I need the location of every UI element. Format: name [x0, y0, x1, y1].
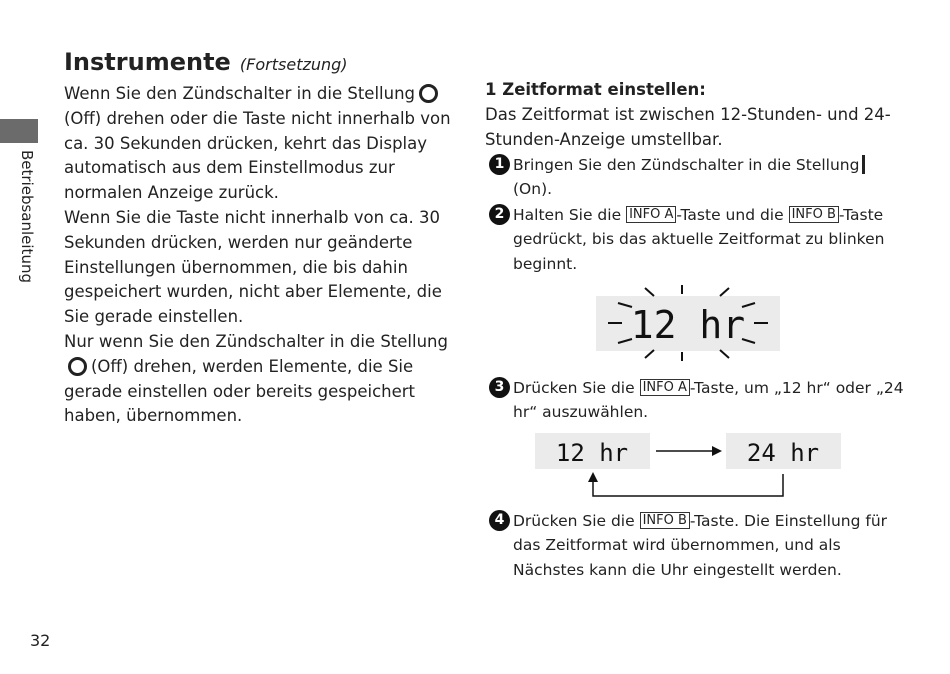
step-text: (On).	[513, 180, 553, 199]
step-number-icon: 3	[489, 377, 510, 398]
step-number-icon: 1	[489, 154, 510, 175]
info-b-button-label: INFO B	[789, 206, 839, 223]
page-number: 32	[30, 631, 51, 650]
step-text: Bringen Sie den Zündschalter in die Stellung	[513, 156, 860, 174]
step-text: Halten Sie die	[513, 205, 622, 224]
left-column	[64, 47, 464, 429]
paragraph-off-timeout	[64, 82, 464, 206]
step-1	[485, 153, 905, 202]
paragraph-partial-save: Wenn Sie die Taste nicht innerhalb von ca. 30 Sekunden drücken, werden nur geänderte Einstellungen übernommen, die bis dahin gespeichert wurden, nicht aber Elemente, die Sie gerade einstellen.	[64, 207, 442, 327]
info-a-button-label: INFO A	[626, 206, 676, 223]
step-text: -Taste gedrückt, bis das aktuelle Zeitformat zu blinken beginnt.	[513, 205, 885, 273]
step-3	[485, 376, 905, 425]
paragraph-text: Wenn Sie den Zündschalter in die Stellung	[64, 84, 415, 103]
heading-title: Instrumente	[64, 48, 231, 76]
step-number-icon: 2	[489, 204, 510, 225]
step-text: -Taste. Die Einstellung für das Zeitformat wird übernommen, und als Nächstes kann die Uhr eingestellt werden.	[513, 512, 888, 579]
step-text: Drücken Sie die	[513, 379, 635, 397]
page-heading	[64, 47, 464, 80]
section-intro: Das Zeitformat ist zwischen 12-Stunden- und 24-Stunden-Anzeige umstellbar.	[485, 105, 891, 149]
step-text: Drücken Sie die	[513, 512, 635, 530]
sidebar-section-label: Betriebsanleitung	[18, 150, 36, 283]
steps-final	[485, 509, 905, 582]
arrow-right-icon	[656, 446, 722, 456]
paragraph-off-save	[64, 330, 464, 429]
paragraph-text: (Off) drehen oder die Taste nicht innerhalb von ca. 30 Sekunden drücken, kehrt das Display automatisch aus dem Einstellmodus zur normalen Anzeige zurück.	[64, 108, 451, 203]
off-position-icon	[68, 357, 87, 376]
on-position-icon	[862, 155, 865, 174]
info-a-button-label: INFO A	[640, 379, 690, 396]
step-number-icon: 4	[489, 510, 510, 531]
step-2	[485, 203, 905, 276]
blinking-display-illustration	[590, 283, 790, 363]
section-tab-marker	[0, 119, 38, 143]
lcd-12hr-text: 12 hr	[555, 439, 629, 467]
step-4	[485, 509, 905, 582]
paragraph-text: Nur wenn Sie den Zündschalter in die Stellung	[64, 331, 448, 351]
loop-arrow-icon	[588, 472, 783, 496]
format-toggle-diagram	[530, 430, 850, 505]
step-text: -Taste und die	[676, 205, 784, 224]
paragraph-text: (Off) drehen, werden Elemente, die Sie gerade einstellen oder bereits gespeichert haben, übernommen.	[64, 356, 416, 426]
right-column	[485, 78, 905, 276]
section-title: 1 Zeitformat einstellen:	[485, 80, 706, 99]
lcd-blink-text: 12 hr	[630, 303, 746, 347]
off-position-icon	[419, 84, 438, 103]
steps-continued	[485, 376, 905, 425]
lcd-24hr-text: 24 hr	[746, 439, 820, 467]
info-b-button-label: INFO B	[640, 512, 690, 529]
heading-subtitle: (Fortsetzung)	[239, 55, 348, 74]
step-text: -Taste, um „12 hr“ oder „24 hr“ auszuwählen.	[513, 379, 904, 422]
